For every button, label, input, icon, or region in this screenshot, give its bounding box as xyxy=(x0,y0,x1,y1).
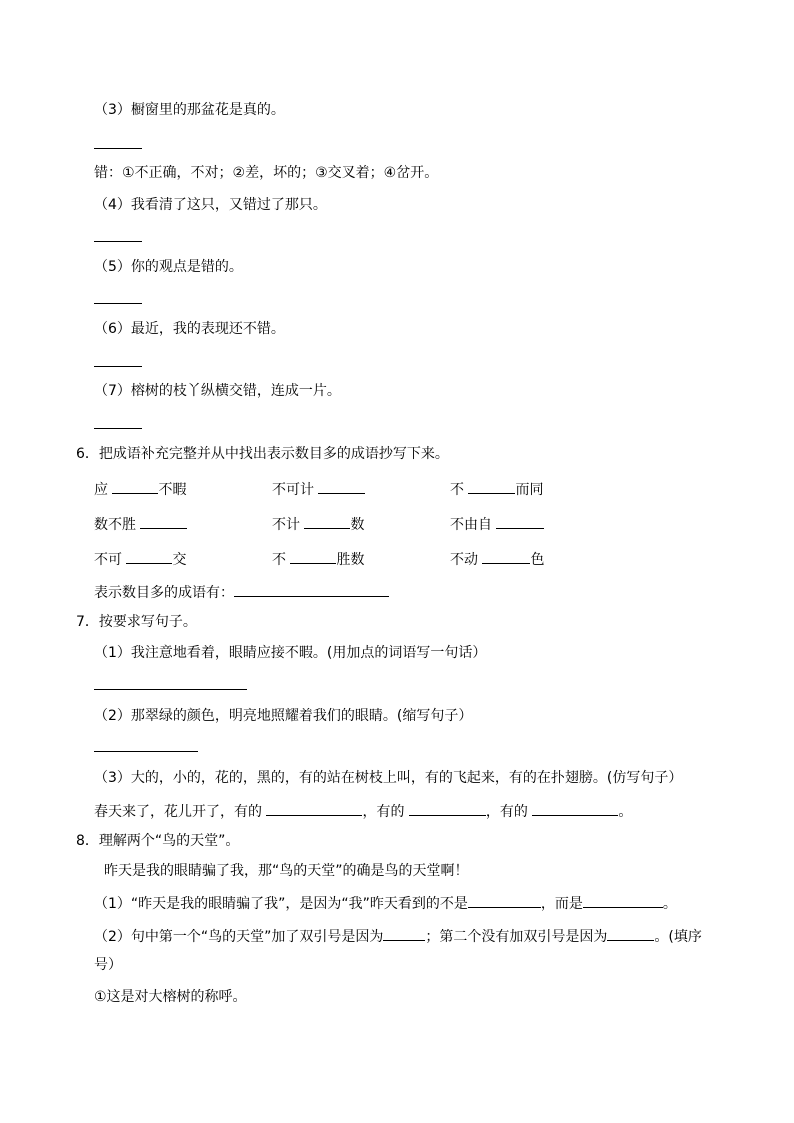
idiom-blank[interactable] xyxy=(290,549,336,564)
idiom-suffix: 而同 xyxy=(515,482,544,498)
q7-item3: （3）大的，小的，花的，黑的，有的站在树枝上叫，有的飞起来，有的在扑翅膀。(仿写句子） xyxy=(94,770,683,786)
q5-item3-answer-line[interactable] xyxy=(94,148,142,149)
idiom-row1-col3 xyxy=(450,479,543,499)
idiom-blank[interactable] xyxy=(126,549,172,564)
idiom-row1-col1 xyxy=(94,479,186,499)
idiom-prefix: 不计 xyxy=(272,517,305,533)
idiom-suffix: 交 xyxy=(172,552,187,568)
idiom-prefix: 不可计 xyxy=(272,482,319,498)
q7-item3-answer xyxy=(94,801,632,821)
q5-item4-answer-line[interactable] xyxy=(94,241,142,242)
q7-item2-answer-line[interactable] xyxy=(94,751,198,752)
idiom-blank[interactable] xyxy=(112,479,158,494)
q8-item2-part3: 。(填序 xyxy=(654,929,702,945)
q7-item3-blank1[interactable] xyxy=(266,801,362,816)
q5-item5-answer-line[interactable] xyxy=(94,303,142,304)
idiom-blank[interactable] xyxy=(496,514,544,529)
q8-item1 xyxy=(94,893,677,913)
q7-item3-part4: 。 xyxy=(618,804,633,820)
idiom-row1-col2 xyxy=(272,479,365,499)
q8-item1-blank2[interactable] xyxy=(583,893,663,908)
idiom-row2-col2 xyxy=(272,514,364,534)
q5-item6-answer-line[interactable] xyxy=(94,366,142,367)
q7-item3-blank2[interactable] xyxy=(409,801,486,816)
q8-item2-part2: ；第二个没有加双引号是因为 xyxy=(425,929,608,945)
idiom-suffix: 胜数 xyxy=(336,552,365,568)
idiom-suffix: 数 xyxy=(350,517,365,533)
q8-item1-blank1[interactable] xyxy=(468,893,541,908)
idiom-blank[interactable] xyxy=(304,514,350,529)
q7-item1-answer-line[interactable] xyxy=(94,689,247,690)
q8-item1-part3: 。 xyxy=(662,896,677,912)
idiom-prefix: 应 xyxy=(94,482,113,498)
idiom-blank[interactable] xyxy=(482,549,530,564)
q7-item3-part3: ，有的 xyxy=(485,804,533,820)
q5-item4: （4）我看清了这只，又错过了那只。 xyxy=(94,197,327,213)
idiom-prefix: 不 xyxy=(450,482,469,498)
q7-item3-part2: ，有的 xyxy=(362,804,409,820)
idiom-blank[interactable] xyxy=(318,479,365,494)
q6-summary xyxy=(94,582,389,602)
q5-definition: 错：①不正确，不对；②差，坏的；③交叉着；④岔开。 xyxy=(94,165,439,181)
q8-item2-blank2[interactable] xyxy=(607,926,654,941)
idiom-suffix: 不暇 xyxy=(158,482,187,498)
q8-item2-part1: （2）句中第一个“鸟的天堂”加了双引号是因为 xyxy=(94,929,384,945)
idiom-row3-col1 xyxy=(94,549,186,569)
q7-item3-blank3[interactable] xyxy=(532,801,618,816)
q7-item2: （2）那翠绿的颜色，明亮地照耀着我们的眼睛。(缩写句子） xyxy=(94,708,473,724)
idiom-prefix: 不动 xyxy=(450,552,483,568)
idiom-row3-col2 xyxy=(272,549,364,569)
idiom-prefix: 不 xyxy=(272,552,291,568)
q8-title: 8．理解两个“鸟的天堂”。 xyxy=(76,833,240,849)
q8-item1-part1: （1）“昨天是我的眼睛骗了我”，是因为“我”昨天看到的不是 xyxy=(94,896,468,912)
q5-item3: （3）橱窗里的那盆花是真的。 xyxy=(94,102,285,118)
q6-title: 6．把成语补充完整并从中找出表示数目多的成语抄写下来。 xyxy=(76,446,449,462)
q7-title: 7．按要求写句子。 xyxy=(76,614,197,630)
q5-item5: （5）你的观点是错的。 xyxy=(94,259,243,275)
idiom-blank[interactable] xyxy=(140,514,187,529)
q5-item7: （7）榕树的枝丫纵横交错，连成一片。 xyxy=(94,383,341,399)
idiom-prefix: 不由自 xyxy=(450,517,497,533)
q8-item2-blank1[interactable] xyxy=(383,926,425,941)
idiom-prefix: 数不胜 xyxy=(94,517,141,533)
q8-item2-wrap: 号） xyxy=(94,957,122,973)
idiom-row2-col3 xyxy=(450,514,544,534)
idiom-row3-col3 xyxy=(450,549,544,569)
q8-quote: 昨天是我的眼睛骗了我，那“鸟的天堂”的确是鸟的天堂啊！ xyxy=(104,863,469,879)
q6-summary-blank[interactable] xyxy=(234,582,389,597)
q7-item1: （1）我注意地看着，眼睛应接不暇。(用加点的词语写一句话） xyxy=(94,645,487,661)
idiom-suffix: 色 xyxy=(530,552,545,568)
q5-item6: （6）最近，我的表现还不错。 xyxy=(94,321,285,337)
idiom-row2-col1 xyxy=(94,514,187,534)
q5-item7-answer-line[interactable] xyxy=(94,428,142,429)
idiom-prefix: 不可 xyxy=(94,552,127,568)
q6-summary-label: 表示数目多的成语有： xyxy=(94,585,234,601)
q8-item2 xyxy=(94,926,702,946)
q8-item1-part2: ，而是 xyxy=(540,896,583,912)
q8-option1: ①这是对大榕树的称呼。 xyxy=(94,989,247,1005)
idiom-blank[interactable] xyxy=(468,479,515,494)
q7-item3-part1: 春天来了，花儿开了，有的 xyxy=(94,804,267,820)
